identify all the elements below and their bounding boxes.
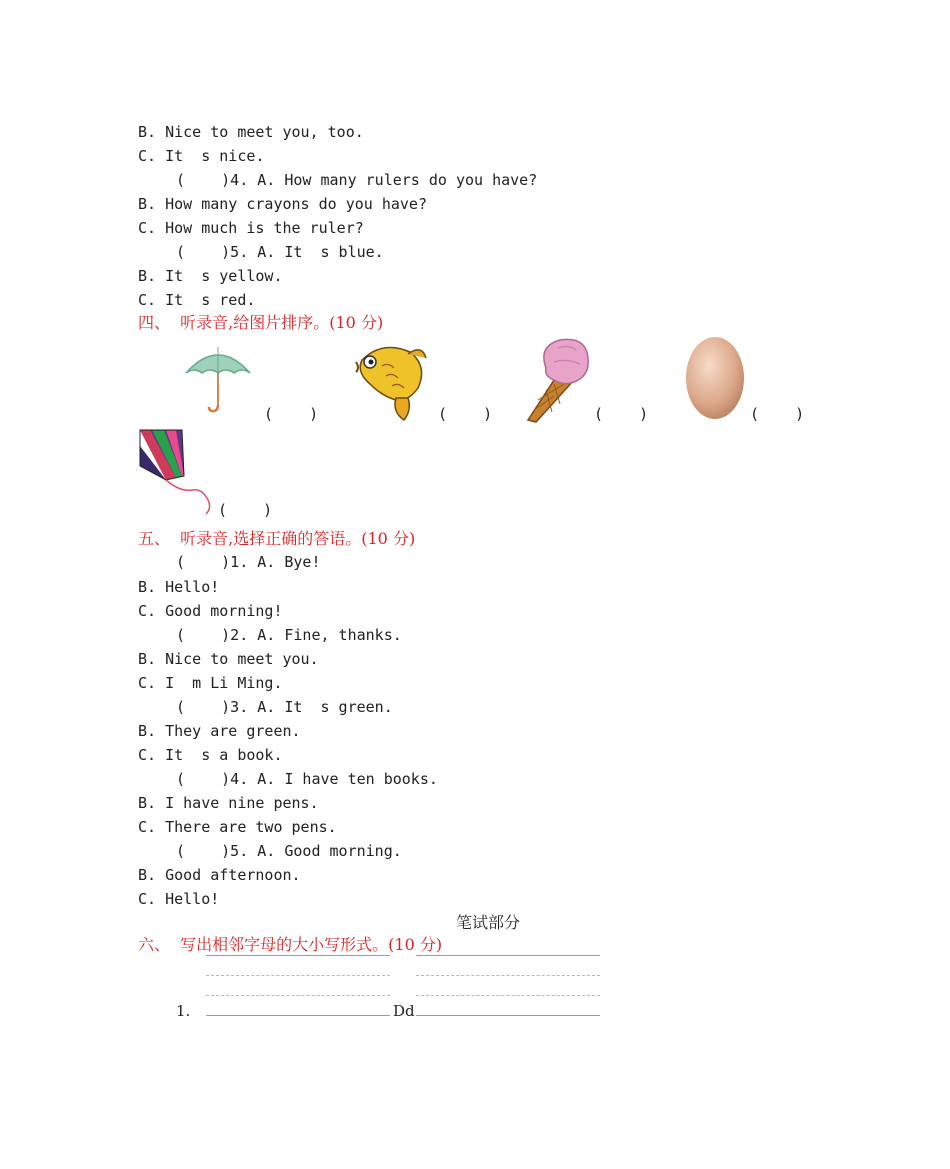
section-4-heading: 四、 听录音,给图片排序。(10 分)	[138, 313, 384, 332]
answer-paren[interactable]: ( )	[750, 405, 805, 423]
item-number: 1.	[176, 1002, 191, 1020]
option-line: C. Hello!	[138, 890, 220, 908]
option-line: B. Good afternoon.	[138, 866, 301, 884]
question-line: ( )4. A. How many rulers do you have?	[176, 171, 538, 189]
section-5-heading: 五、 听录音,选择正确的答语。(10 分)	[138, 529, 416, 548]
answer-paren[interactable]: ( )	[264, 405, 319, 423]
question-line: ( )1. A. Bye!	[176, 553, 321, 571]
option-line: C. It s a book.	[138, 746, 283, 764]
question-line: ( )3. A. It s green.	[176, 698, 393, 716]
kite-icon	[136, 426, 216, 516]
option-line: B. It s yellow.	[138, 267, 283, 285]
question-line: ( )5. A. Good morning.	[176, 842, 402, 860]
option-line: C. It s red.	[138, 291, 256, 309]
answer-paren[interactable]: ( )	[218, 501, 273, 519]
given-letter: Dd	[393, 1002, 415, 1020]
option-line: B. Hello!	[138, 578, 220, 596]
umbrella-icon	[182, 343, 254, 415]
option-line: B. Nice to meet you.	[138, 650, 319, 668]
option-line: B. How many crayons do you have?	[138, 195, 427, 213]
answer-paren[interactable]: ( )	[438, 405, 493, 423]
egg-icon	[684, 334, 746, 422]
option-line: B. Nice to meet you, too.	[138, 123, 364, 141]
answer-paren[interactable]: ( )	[594, 405, 649, 423]
option-line: B. They are green.	[138, 722, 301, 740]
question-line: ( )5. A. It s blue.	[176, 243, 384, 261]
option-line: C. I m Li Ming.	[138, 674, 283, 692]
question-line: ( )2. A. Fine, thanks.	[176, 626, 402, 644]
section-6-heading: 六、 写出相邻字母的大小写形式。(10 分)	[138, 935, 443, 954]
written-part-title: 笔试部分	[456, 913, 521, 932]
question-line: ( )4. A. I have ten books.	[176, 770, 438, 788]
fish-icon	[352, 340, 432, 422]
option-line: C. Good morning!	[138, 602, 283, 620]
option-line: C. It s nice.	[138, 147, 265, 165]
option-line: B. I have nine pens.	[138, 794, 319, 812]
option-line: C. There are two pens.	[138, 818, 337, 836]
ice-cream-icon	[524, 334, 594, 424]
option-line: C. How much is the ruler?	[138, 219, 364, 237]
